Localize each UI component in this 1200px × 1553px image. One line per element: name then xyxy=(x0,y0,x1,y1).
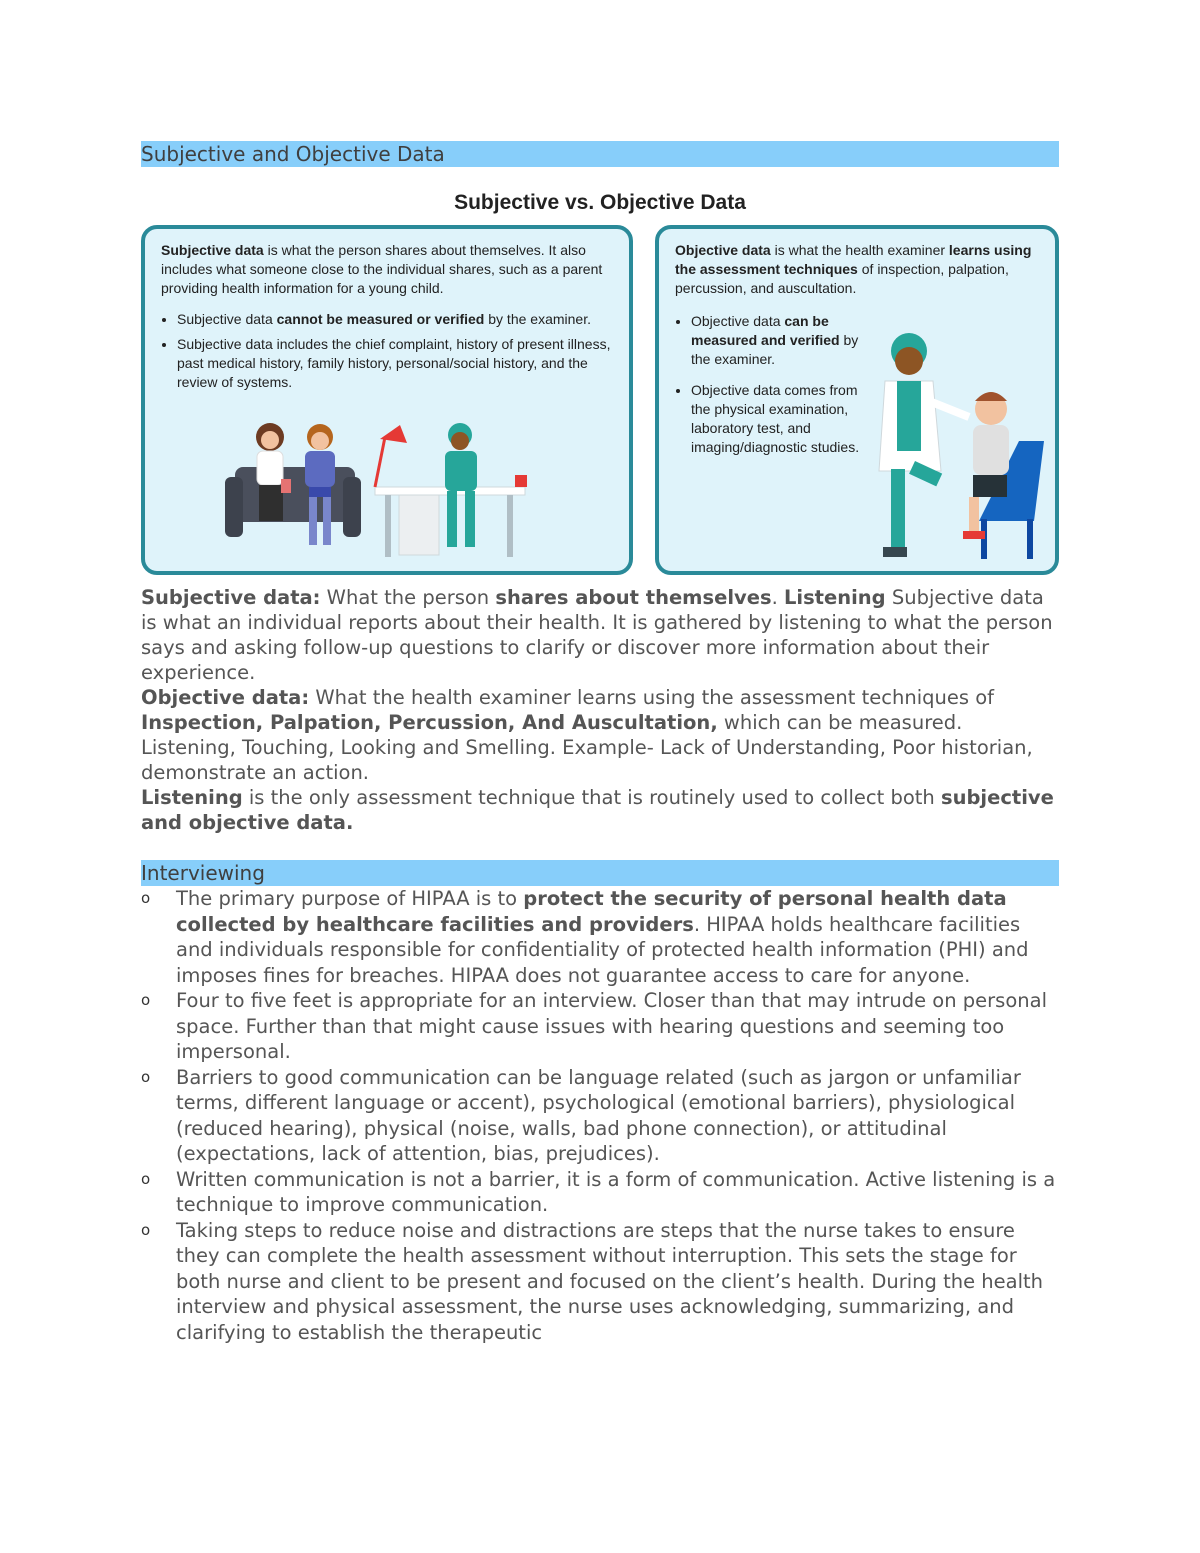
subjective-definition: Subjective data: What the person shares about themselves. Listening Subjective data is what an individual reports about their health. It is gathered by listening to what the person says and asking follow-up questions to clarify or discover more information about their experience. xyxy=(141,586,1053,684)
list-item: o Four to five feet is appropriate for an interview. Closer than that may intrude on personal space. Further than that might cause issues with hearing questions and seeming too impersonal. xyxy=(141,988,1059,1065)
list-item: • Subjective data includes the chief complaint, history of present illness, past medical history, family history, personal/social history, and the review of systems. xyxy=(177,335,617,392)
document-page xyxy=(141,141,1059,1345)
list-item: o Taking steps to reduce noise and distractions are steps that the nurse takes to ensure they can complete the health assessment without interruption. This sets the stage for both nurse and client to be present and focused on the client’s health. During the health interview and physical assessment, the nurse uses acknowledging, summarizing, and clarifying to establish the therapeutic xyxy=(141,1218,1059,1346)
infographic-title: Subjective vs. Objective Data xyxy=(454,191,746,214)
subjective-panel-bullets xyxy=(145,310,617,392)
examination-scene-illustration xyxy=(869,321,1054,566)
list-item: • Subjective data cannot be measured or verified by the examiner. xyxy=(177,310,617,329)
objective-definition: Objective data: What the health examiner learns using the assessment techniques of Inspection, Palpation, Percussion, And Auscultation, which can be measured. Listening, Touching, Looking and Smelling. Example- Lack of Understanding, Poor historian, demonstrate an action. xyxy=(141,686,1033,784)
infographic xyxy=(141,167,1059,577)
objective-panel-lead: Objective data is what the health examiner learns using the assessment techniques of inspection, palpation, percussion, and auscultation. xyxy=(675,242,1032,296)
list-item: o Written communication is not a barrier, it is a form of communication. Active listening is a technique to improve communication. xyxy=(141,1167,1059,1218)
interviewing-bullets xyxy=(141,886,1059,1345)
subjective-panel-lead: Subjective data is what the person shares about themselves. It also includes what someone close to the individual shares, such as a parent providing health information for a young child. xyxy=(161,242,603,296)
section-heading-subjective-objective: Subjective and Objective Data xyxy=(141,141,1059,167)
listening-note: Listening is the only assessment technique that is routinely used to collect both subjective and objective data. xyxy=(141,786,1054,834)
definitions-text xyxy=(141,585,1059,860)
list-item: o Barriers to good communication can be language related (such as jargon or unfamiliar terms, different language or accent), psychological (emotional barriers), physiological (reduced hearing), physical (noise, walls, bad phone connection), or attitudinal (expectations, lack of attention, bias, prejudices). xyxy=(141,1065,1059,1167)
subjective-panel xyxy=(141,225,633,575)
list-item: o The primary purpose of HIPAA is to protect the security of personal health data collected by healthcare facilities and providers. HIPAA holds healthcare facilities and individuals responsible for confidentiality of protected health information (PHI) and imposes fines for breaches. HIPAA does not guarantee access to care for anyone. xyxy=(141,886,1059,988)
interview-scene-illustration xyxy=(225,417,555,567)
section-heading-interviewing: Interviewing xyxy=(141,860,1059,886)
list-item: • Objective data can be measured and verified by the examiner. xyxy=(691,312,861,369)
objective-panel-bullets xyxy=(659,312,861,457)
list-item: • Objective data comes from the physical examination, laboratory test, and imaging/diagnostic studies. xyxy=(691,381,861,457)
objective-panel xyxy=(655,225,1059,575)
